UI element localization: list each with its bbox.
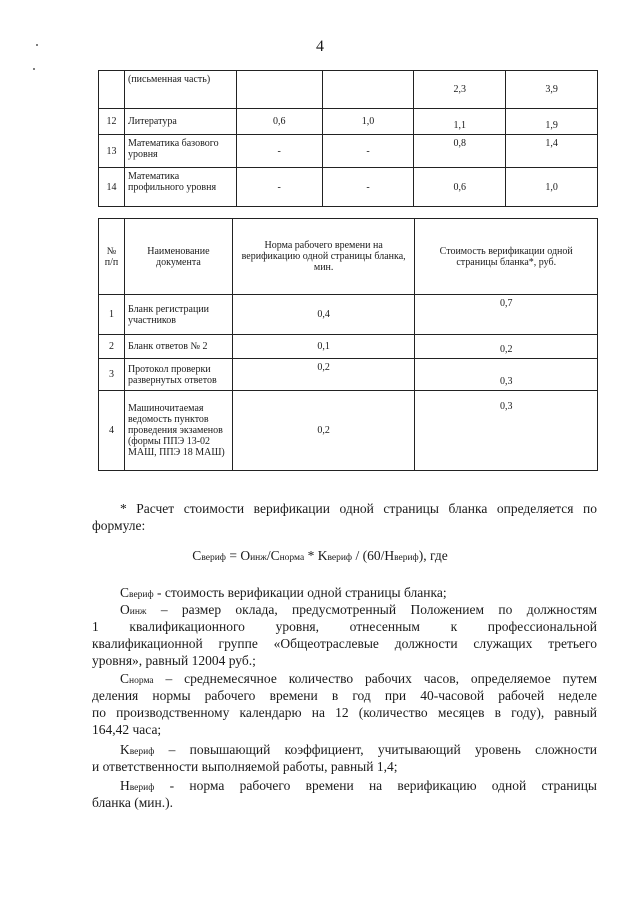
- definition-o-inzh-line3: квалификационной группе «Общеотраслевые должности служащих третьего: [92, 636, 597, 651]
- header-number: № п/п: [99, 219, 125, 295]
- document-name: Бланк регистрации участников: [124, 295, 232, 335]
- table-header-row: [99, 219, 598, 295]
- table-row: [99, 391, 598, 471]
- cell-value: 3,9: [506, 71, 598, 109]
- subjects-table: [98, 70, 598, 207]
- definition-h-verif-line2: бланка (мин.).: [92, 795, 173, 810]
- row-number: 2: [99, 335, 125, 359]
- scan-speck: [36, 44, 38, 46]
- cell-value: 1,1: [414, 109, 506, 135]
- cost-value: 0,3: [415, 359, 598, 391]
- definition-o-inzh-line1: Oинж – размер оклада, предусмотренный Положением по должностям: [120, 602, 597, 617]
- formula: Cвериф = Oинж/Cнорма * Kвериф / (60/Hвериф), где: [192, 548, 448, 563]
- page-number: 4: [316, 38, 324, 55]
- definition-c-verif: Cвериф - стоимость верификации одной страницы бланка;: [120, 585, 447, 600]
- cell-value: 1,0: [506, 168, 598, 207]
- definition-o-inzh-line4: уровня», равный 12004 руб.;: [92, 653, 256, 668]
- row-number: 3: [99, 359, 125, 391]
- cost-value: 0,2: [415, 335, 598, 359]
- cell-value: 2,3: [414, 71, 506, 109]
- document-name: Протокол проверки развернутых ответов: [124, 359, 232, 391]
- subject-name: Математика профильного уровня: [124, 168, 236, 207]
- definition-k-verif-line2: и ответственности выполняемой работы, равный 1,4;: [92, 759, 398, 774]
- table-row: [99, 109, 598, 135]
- definition-c-norm-line2: деления нормы рабочего времени в год при 40-часовой рабочей неделе: [92, 688, 597, 703]
- header-document-name: Наименование документа: [124, 219, 232, 295]
- definition-h-verif-line1: Hвериф - норма рабочего времени на верификацию одной страницы: [120, 778, 597, 793]
- definition-c-norm-line1: Cнорма – среднемесячное количество рабочих часов, определяемое путем: [120, 671, 597, 686]
- cell-value: 1,9: [506, 109, 598, 135]
- header-time-norm: Норма рабочего времени на верификацию одной страницы бланка, мин.: [232, 219, 415, 295]
- time-norm-value: 0,4: [232, 295, 415, 335]
- cell-value: -: [236, 168, 322, 207]
- verification-table: [98, 218, 598, 471]
- row-number: 12: [99, 109, 125, 135]
- subject-name: (письменная часть): [124, 71, 236, 109]
- time-norm-value: 0,1: [232, 335, 415, 359]
- table-row: [99, 135, 598, 168]
- cell-value: 1,4: [506, 135, 598, 168]
- scan-speck: [33, 68, 35, 70]
- cell-value: -: [322, 135, 414, 168]
- time-norm-value: 0,2: [232, 359, 415, 391]
- cell-value: 0,8: [414, 135, 506, 168]
- row-number: 4: [99, 391, 125, 471]
- table-row: [99, 71, 598, 109]
- table-row: [99, 295, 598, 335]
- footnote: * Расчет стоимости верификации одной страницы бланка определяется по формуле:: [92, 501, 597, 533]
- definition-o-inzh-line2: 1 квалификационного уровня, отнесенным к профессиональной: [92, 619, 597, 634]
- header-cost: Стоимость верификации одной страницы бланка*, руб.: [415, 219, 598, 295]
- document-name: Машиночитаемая ведомость пунктов проведения экзаменов (формы ППЭ 13-02 МАШ, ППЭ 18 МАШ): [124, 391, 232, 471]
- cell-value: -: [322, 168, 414, 207]
- definition-k-verif-line1: Kвериф – повышающий коэффициент, учитывающий уровень сложности: [120, 742, 597, 757]
- row-number: [99, 71, 125, 109]
- cell-value: -: [236, 135, 322, 168]
- table-row: [99, 359, 598, 391]
- definition-c-norm-line4: 164,42 часа;: [92, 722, 162, 737]
- cell-value: [236, 71, 322, 109]
- cell-value: 0,6: [414, 168, 506, 207]
- subject-name: Математика базового уровня: [124, 135, 236, 168]
- definition-c-norm-line3: по производственному календарю на 12 (количество месяцев в году), равный: [92, 705, 597, 720]
- row-number: 14: [99, 168, 125, 207]
- time-norm-value: 0,2: [232, 391, 415, 471]
- cell-value: [322, 71, 414, 109]
- subject-name: Литература: [124, 109, 236, 135]
- document-name: Бланк ответов № 2: [124, 335, 232, 359]
- cost-value: 0,3: [415, 391, 598, 471]
- cost-value: 0,7: [415, 295, 598, 335]
- row-number: 13: [99, 135, 125, 168]
- cell-value: 0,6: [236, 109, 322, 135]
- table-row: [99, 168, 598, 207]
- cell-value: 1,0: [322, 109, 414, 135]
- row-number: 1: [99, 295, 125, 335]
- table-row: [99, 335, 598, 359]
